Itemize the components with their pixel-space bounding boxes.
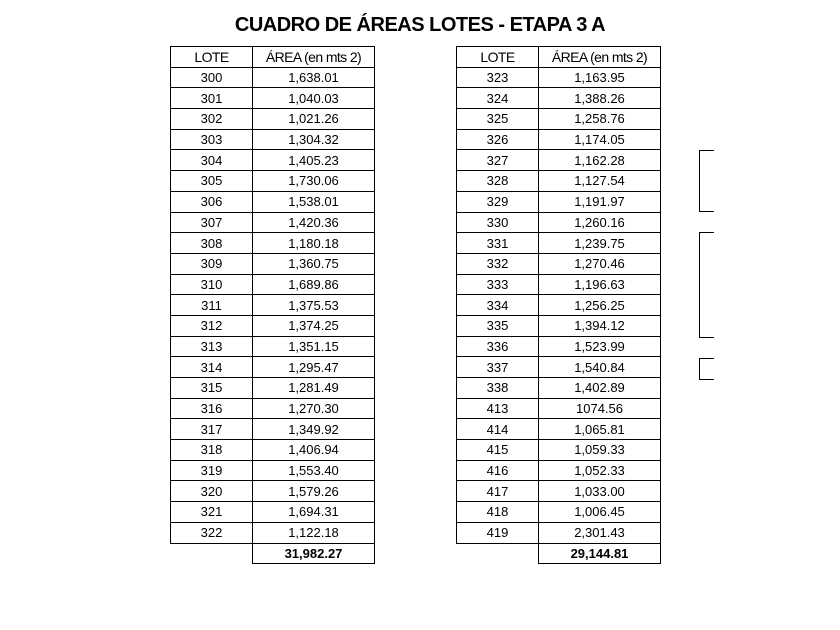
column-header-lote: LOTE <box>457 47 539 68</box>
lote-cell: 303 <box>171 129 253 150</box>
area-cell: 1,065.81 <box>539 419 661 440</box>
table-row <box>171 274 375 295</box>
table-row <box>457 253 661 274</box>
lote-cell: 311 <box>171 295 253 316</box>
lote-cell: 317 <box>171 419 253 440</box>
lote-cell: 315 <box>171 378 253 399</box>
lote-cell: 331 <box>457 233 539 254</box>
areas-table-left <box>170 46 375 564</box>
lote-cell: 327 <box>457 150 539 171</box>
lote-cell: 305 <box>171 171 253 192</box>
column-header-area: ÁREA (en mts 2) <box>253 47 375 68</box>
area-cell: 1,553.40 <box>253 460 375 481</box>
area-cell: 1,059.33 <box>539 440 661 461</box>
cropped-table-fragment <box>699 358 714 380</box>
lote-cell: 322 <box>171 522 253 543</box>
lote-cell: 336 <box>457 336 539 357</box>
table-row <box>171 171 375 192</box>
area-cell: 1,388.26 <box>539 88 661 109</box>
area-cell: 1,394.12 <box>539 315 661 336</box>
table-row <box>457 522 661 543</box>
lote-cell: 328 <box>457 171 539 192</box>
lote-cell: 323 <box>457 67 539 88</box>
lote-cell: 309 <box>171 253 253 274</box>
area-cell: 1,638.01 <box>253 67 375 88</box>
table-row <box>457 150 661 171</box>
table-row <box>457 481 661 502</box>
area-cell: 1,260.16 <box>539 212 661 233</box>
area-cell: 1,405.23 <box>253 150 375 171</box>
table-row <box>457 67 661 88</box>
lote-cell: 310 <box>171 274 253 295</box>
area-cell: 1,191.97 <box>539 191 661 212</box>
area-cell: 1,540.84 <box>539 357 661 378</box>
area-cell: 1,180.18 <box>253 233 375 254</box>
table-row <box>171 460 375 481</box>
area-cell: 1,258.76 <box>539 109 661 130</box>
table-row <box>171 398 375 419</box>
area-cell: 1,040.03 <box>253 88 375 109</box>
table-row <box>171 336 375 357</box>
lote-cell: 417 <box>457 481 539 502</box>
area-cell: 1,196.63 <box>539 274 661 295</box>
lote-cell: 326 <box>457 129 539 150</box>
lote-cell: 416 <box>457 460 539 481</box>
lote-cell: 318 <box>171 440 253 461</box>
area-cell: 1,304.32 <box>253 129 375 150</box>
area-cell: 1,689.86 <box>253 274 375 295</box>
table-row <box>171 253 375 274</box>
area-cell: 1,052.33 <box>539 460 661 481</box>
empty-cell <box>457 543 539 564</box>
lote-cell: 332 <box>457 253 539 274</box>
empty-cell <box>171 543 253 564</box>
header-row <box>457 47 661 68</box>
lote-cell: 330 <box>457 212 539 233</box>
table-row <box>171 481 375 502</box>
area-cell: 1,174.05 <box>539 129 661 150</box>
area-cell: 1,538.01 <box>253 191 375 212</box>
table-row <box>171 150 375 171</box>
lote-cell: 324 <box>457 88 539 109</box>
areas-table-right <box>456 46 661 564</box>
table-row <box>171 233 375 254</box>
table-row <box>457 398 661 419</box>
lote-cell: 337 <box>457 357 539 378</box>
area-cell: 1,523.99 <box>539 336 661 357</box>
table-row <box>171 129 375 150</box>
table-row <box>171 109 375 130</box>
table-row <box>171 419 375 440</box>
table-row <box>457 419 661 440</box>
table-row <box>171 295 375 316</box>
lote-cell: 334 <box>457 295 539 316</box>
lote-cell: 313 <box>171 336 253 357</box>
area-cell: 1,239.75 <box>539 233 661 254</box>
area-cell: 1,295.47 <box>253 357 375 378</box>
table-row <box>457 357 661 378</box>
area-cell: 1,351.15 <box>253 336 375 357</box>
lote-cell: 329 <box>457 191 539 212</box>
table-row <box>457 295 661 316</box>
area-cell: 1074.56 <box>539 398 661 419</box>
table-row <box>171 191 375 212</box>
table-row <box>457 502 661 523</box>
table-row <box>171 357 375 378</box>
table-row <box>457 171 661 192</box>
header-row <box>171 47 375 68</box>
area-cell: 1,406.94 <box>253 440 375 461</box>
table-row <box>171 67 375 88</box>
table-row <box>171 88 375 109</box>
total-row <box>457 543 661 564</box>
area-cell: 1,375.53 <box>253 295 375 316</box>
table-row <box>171 502 375 523</box>
lote-cell: 321 <box>171 502 253 523</box>
lote-cell: 335 <box>457 315 539 336</box>
table-row <box>457 274 661 295</box>
table-row <box>457 233 661 254</box>
area-cell: 2,301.43 <box>539 522 661 543</box>
lote-cell: 302 <box>171 109 253 130</box>
table-row <box>171 212 375 233</box>
table-row <box>457 460 661 481</box>
table-row <box>171 378 375 399</box>
table-row <box>457 129 661 150</box>
table-row <box>457 440 661 461</box>
lote-cell: 415 <box>457 440 539 461</box>
lote-cell: 301 <box>171 88 253 109</box>
table-row <box>457 109 661 130</box>
lote-cell: 308 <box>171 233 253 254</box>
total-row <box>171 543 375 564</box>
table-row <box>171 522 375 543</box>
area-cell: 1,033.00 <box>539 481 661 502</box>
lote-cell: 314 <box>171 357 253 378</box>
table-row <box>457 378 661 399</box>
lote-cell: 304 <box>171 150 253 171</box>
column-header-area: ÁREA (en mts 2) <box>539 47 661 68</box>
area-cell: 1,579.26 <box>253 481 375 502</box>
lote-cell: 333 <box>457 274 539 295</box>
table-row <box>457 336 661 357</box>
table-row <box>171 440 375 461</box>
area-cell: 1,281.49 <box>253 378 375 399</box>
cropped-table-fragment <box>699 150 714 212</box>
area-cell: 1,374.25 <box>253 315 375 336</box>
page-title: CUADRO DE ÁREAS LOTES - ETAPA 3 A <box>234 14 606 36</box>
area-cell: 1,162.28 <box>539 150 661 171</box>
table-row <box>457 191 661 212</box>
lote-cell: 320 <box>171 481 253 502</box>
table-row <box>457 212 661 233</box>
total-area: 31,982.27 <box>253 543 375 564</box>
area-cell: 1,163.95 <box>539 67 661 88</box>
lote-cell: 413 <box>457 398 539 419</box>
area-cell: 1,127.54 <box>539 171 661 192</box>
table-row <box>457 315 661 336</box>
lote-cell: 312 <box>171 315 253 336</box>
lote-cell: 306 <box>171 191 253 212</box>
lote-cell: 307 <box>171 212 253 233</box>
total-area: 29,144.81 <box>539 543 661 564</box>
table-row <box>171 315 375 336</box>
lote-cell: 316 <box>171 398 253 419</box>
lote-cell: 418 <box>457 502 539 523</box>
cropped-table-fragment <box>699 232 714 338</box>
area-cell: 1,270.46 <box>539 253 661 274</box>
area-cell: 1,730.06 <box>253 171 375 192</box>
area-cell: 1,349.92 <box>253 419 375 440</box>
area-cell: 1,006.45 <box>539 502 661 523</box>
lote-cell: 419 <box>457 522 539 543</box>
area-cell: 1,021.26 <box>253 109 375 130</box>
lote-cell: 325 <box>457 109 539 130</box>
area-cell: 1,270.30 <box>253 398 375 419</box>
area-cell: 1,360.75 <box>253 253 375 274</box>
lote-cell: 338 <box>457 378 539 399</box>
area-cell: 1,694.31 <box>253 502 375 523</box>
lote-cell: 300 <box>171 67 253 88</box>
table-row <box>457 88 661 109</box>
column-header-lote: LOTE <box>171 47 253 68</box>
area-cell: 1,256.25 <box>539 295 661 316</box>
lote-cell: 414 <box>457 419 539 440</box>
lote-cell: 319 <box>171 460 253 481</box>
area-cell: 1,420.36 <box>253 212 375 233</box>
area-cell: 1,402.89 <box>539 378 661 399</box>
area-cell: 1,122.18 <box>253 522 375 543</box>
